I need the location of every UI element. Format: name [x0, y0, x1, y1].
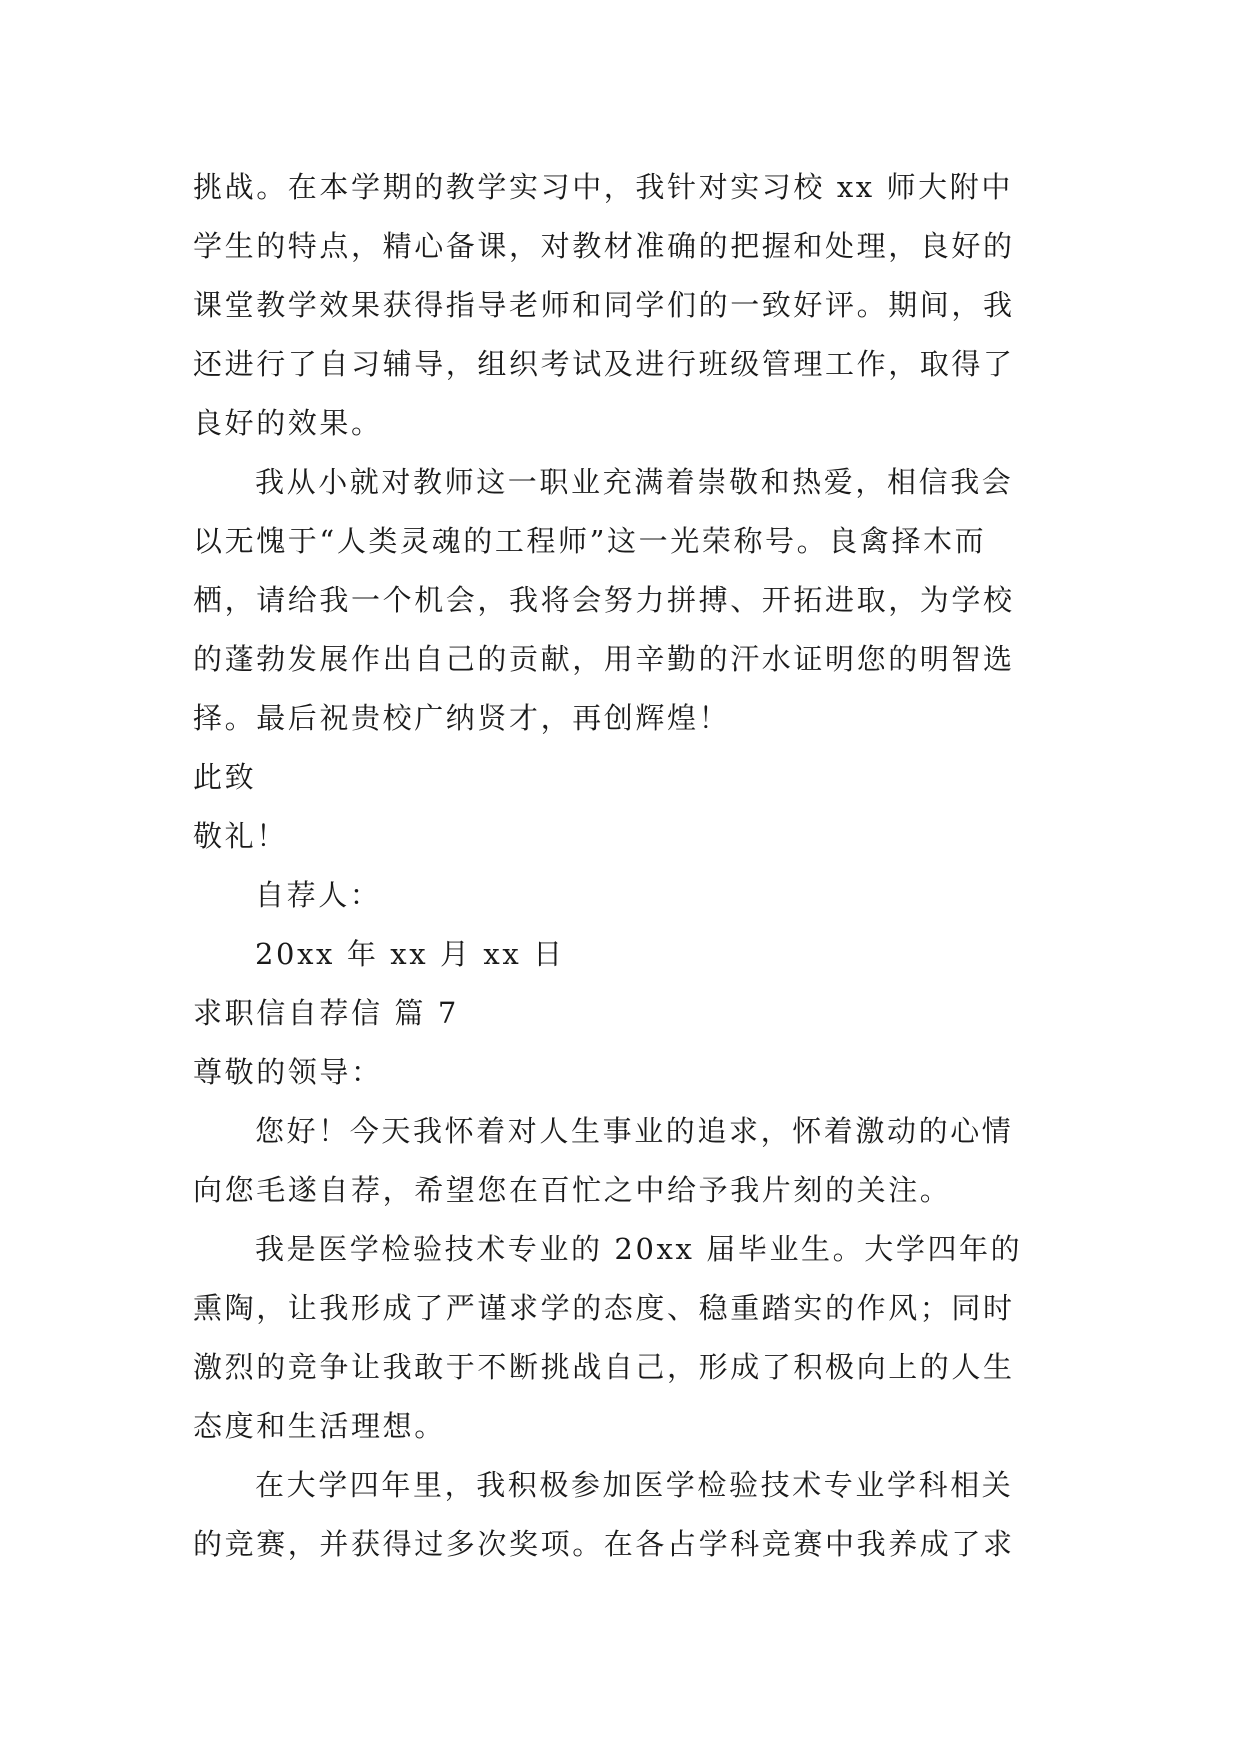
text-line: 熏陶，让我形成了严谨求学的态度、稳重踏实的作风；同时 — [193, 1291, 1015, 1325]
signature-label: 自荐人： — [255, 878, 382, 912]
text-line: 良好的效果。 — [193, 406, 383, 440]
greeting: 尊敬的领导： — [193, 1055, 383, 1089]
text-line: 择。最后祝贵校广纳贤才，再创辉煌！ — [193, 701, 731, 735]
closing-salutation: 此致 — [193, 760, 257, 794]
date-line: 20xx 年 xx 月 xx 日 — [255, 937, 565, 971]
paragraph-start-line: 在大学四年里，我积极参加医学检验技术专业学科相关 — [255, 1468, 1014, 1502]
document-body — [193, 158, 1053, 1574]
text-line: 还进行了自习辅导，组织考试及进行班级管理工作，取得了 — [193, 347, 1015, 381]
paragraph-start-line: 我是医学检验技术专业的 20xx 届毕业生。大学四年的 — [255, 1232, 1023, 1266]
text-line: 态度和生活理想。 — [193, 1409, 446, 1443]
text-line: 的蓬勃发展作出自己的贡献，用辛勤的汗水证明您的明智选 — [193, 642, 1015, 676]
section-heading: 求职信自荐信 篇 7 — [193, 996, 459, 1030]
text-line: 向您毛遂自荐，希望您在百忙之中给予我片刻的关注。 — [193, 1173, 952, 1207]
text-line: 课堂教学效果获得指导老师和同学们的一致好评。期间，我 — [193, 288, 1015, 322]
paragraph-start-line: 您好！今天我怀着对人生事业的追求，怀着激动的心情 — [255, 1114, 1014, 1148]
closing-regards: 敬礼！ — [193, 819, 288, 853]
text-line: 的竞赛，并获得过多次奖项。在各占学科竞赛中我养成了求 — [193, 1527, 1015, 1561]
text-line: 栖，请给我一个机会，我将会努力拼搏、开拓进取，为学校 — [193, 583, 1015, 617]
text-line: 挑战。在本学期的教学实习中，我针对实习校 xx 师大附中 — [193, 170, 1013, 204]
paragraph-start-line: 我从小就对教师这一职业充满着崇敬和热爱，相信我会 — [255, 465, 1014, 499]
text-line: 激烈的竞争让我敢于不断挑战自己，形成了积极向上的人生 — [193, 1350, 1015, 1384]
text-line: 以无愧于“人类灵魂的工程师”这一光荣称号。良禽择木而 — [193, 524, 987, 558]
text-line: 学生的特点，精心备课，对教材准确的把握和处理，良好的 — [193, 229, 1015, 263]
